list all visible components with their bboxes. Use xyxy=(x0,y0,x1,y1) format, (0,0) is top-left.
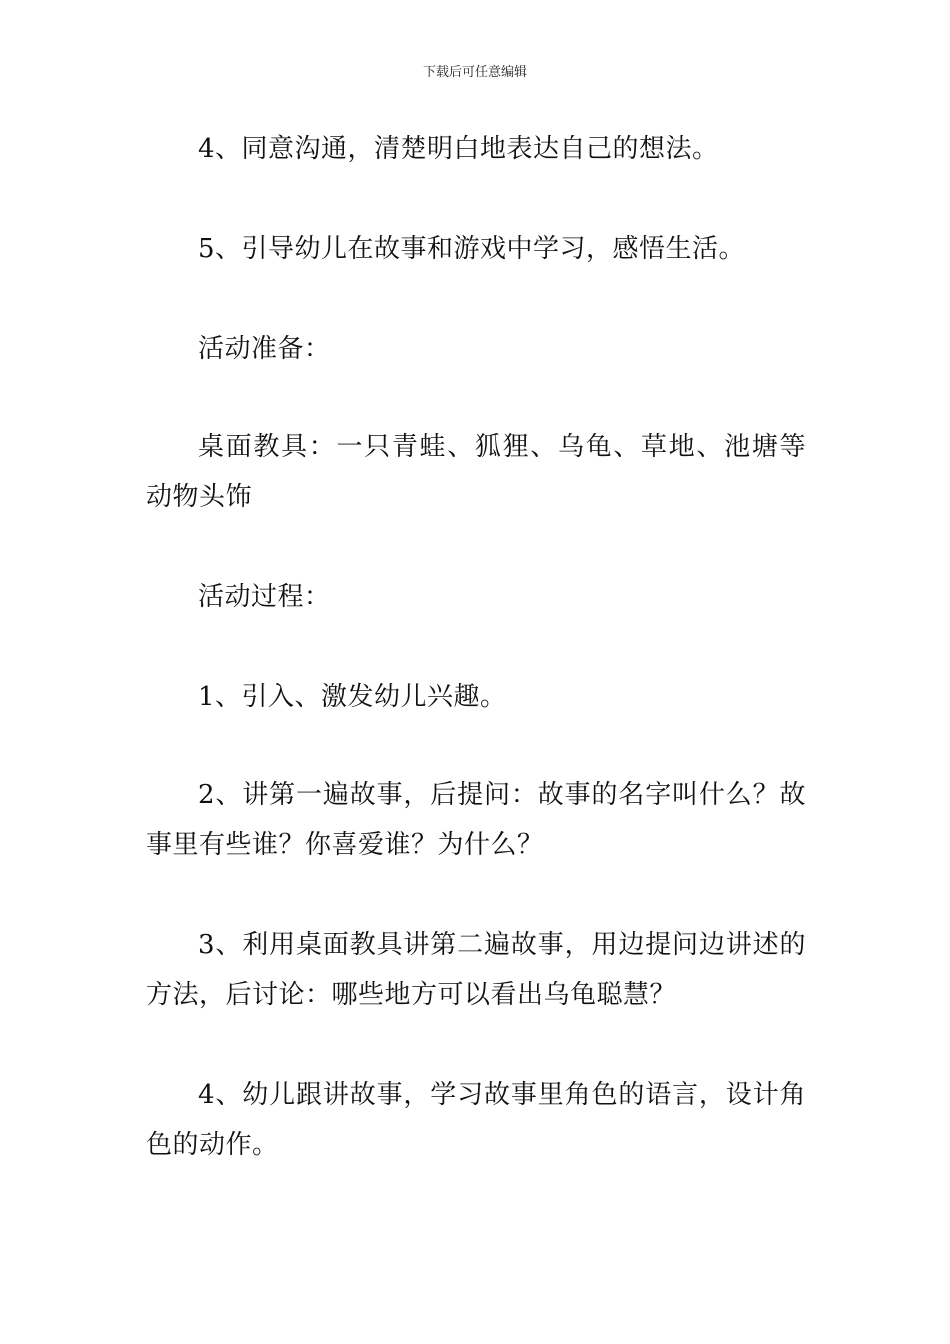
section-heading-process: 活动过程： xyxy=(198,582,331,612)
paragraph-materials: 桌面教具：一只青蛙、狐狸、乌龟、草地、池塘等动物头饰 xyxy=(146,432,806,512)
paragraph-step-4: 4、幼儿跟讲故事，学习故事里角色的语言，设计角色的动作。 xyxy=(146,1080,806,1160)
page-header: 下载后可任意编辑 xyxy=(422,65,527,80)
paragraph-goal-5: 5、引导幼儿在故事和游戏中学习，感悟生活。 xyxy=(198,234,746,264)
paragraph-step-3: 3、利用桌面教具讲第二遍故事，用边提问边讲述的方法，后讨论：哪些地方可以看出乌龟聪慧？ xyxy=(146,930,806,1010)
paragraph-step-1: 1、引入、激发幼儿兴趣。 xyxy=(198,682,507,712)
paragraph-goal-4: 4、同意沟通，清楚明白地表达自己的想法。 xyxy=(198,134,719,164)
section-heading-preparation: 活动准备： xyxy=(198,334,331,364)
paragraph-step-2: 2、讲第一遍故事，后提问：故事的名字叫什么？故事里有些谁？你喜爱谁？为什么？ xyxy=(146,780,806,860)
